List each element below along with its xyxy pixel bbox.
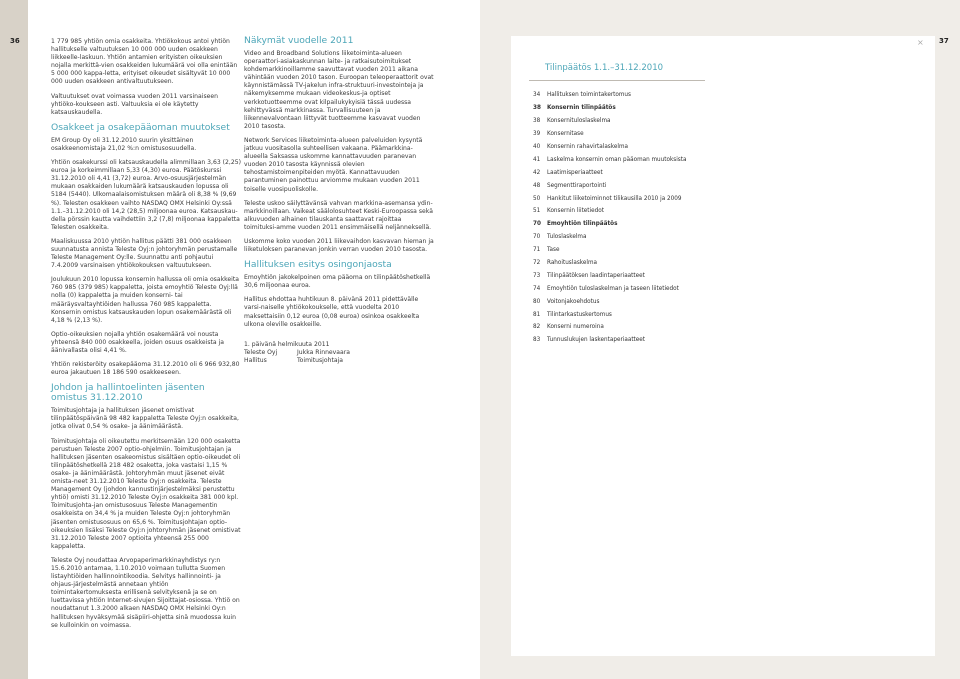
text-column-2 bbox=[244, 36, 434, 355]
toc-page-number: 70 bbox=[533, 221, 541, 228]
paragraph: Video and Broadband Solutions liiketoiminta-alueen operaattori-asiakaskunnan laite- ja ratkaisutoimitukset kohdemarkkinoillamme saavuttavat vuoden 2011 aikana vähintään vuoden 2010 tason. Euroopan teleoperaattorit ovat käynnistämässä TV-jakelun infra-struktuuri-investointeja ja näkemyksemme mukaan videokeskus-ja optiset verkkotuotteemme ovat kilpailukykyisiä tässä uudessa kehittyvässä markkinassa. Turvallisuuteen ja liikennevalvontaan liittyvät tuotteemme kasvavat vuoden 2010 tasosta. bbox=[244, 50, 434, 130]
toc-page-number: 40 bbox=[533, 144, 541, 150]
paragraph: Toimitusjohtaja oli oikeutettu merkitsemään 120 000 osaketta perustuen Teleste 2007 optio-ohjelmiin. Toimitusjohtajan ja hallituksen jäsenten osakeomistus sisältäen optio-oikeudet oli tilinpäätöshetkellä 218 482 osaketta, joka vastaisi 1,15 % osake- ja äänimäärästä. Johtoryhmän muut jäsenet eivät omista-neet 31.12.2010 Teleste Oyj:n osakkeita. Teleste Management Oy (johdon kannustinjärjestelmäksi perustettu yhtiö) omisti 31.12.2010 Teleste Oyj:n osakkeita 381 000 kpl. Toimitusjohta-jan omistusosuus Teleste Managementin osakkeista on 34,4 % ja muiden Teleste Oyj:n johtoryhmän jäsenten omistusosuus on 65,6 %. Toimitusjohtajan optio-oikeuksien lisäksi Teleste Oyj:n johtoryhmän jäsenet omistivat 31.12.2010 Teleste 2007 optioita yhteensä 255 000 kappaletta. bbox=[51, 437, 241, 550]
paragraph: 1 779 985 yhtiön omia osakkeita. Yhtiökokous antoi yhtiön hallitukselle valtuutuksen 10 000 000 uuden osakkeen liikkeelle-laskuun. Yhtiön antamien erityisten oikeuksien nojalla merkittä-vien osakkeiden lukumäärä voi olla enintään 5 000 000 kappa-letta, erityiset oikeudet sisältyvät 10 000 000 uuden osakkeen antivaltuutukseen. bbox=[51, 38, 238, 86]
board-label: Hallitus bbox=[244, 357, 267, 365]
toc-item-label: Emoyhtiön tilinpäätös bbox=[547, 221, 618, 228]
toc-page-number: 38 bbox=[533, 105, 541, 112]
toc-item-label: Konsernituloslaskelma bbox=[547, 118, 611, 125]
toc-page-number: 39 bbox=[533, 131, 541, 138]
toc-item-label: Konsernitase bbox=[547, 131, 584, 138]
toc-item[interactable] bbox=[533, 179, 733, 192]
toc-item[interactable] bbox=[533, 128, 733, 141]
toc-item-label: Laatimisperiaatteet bbox=[547, 169, 603, 176]
toc-item[interactable] bbox=[533, 166, 733, 179]
signature-ceo bbox=[297, 349, 350, 365]
close-icon[interactable]: × bbox=[917, 38, 924, 47]
toc-item-label: Tuloslaskelma bbox=[547, 234, 587, 241]
toc-item[interactable] bbox=[533, 269, 733, 282]
toc-item-label: Tilintarkastuskertomus bbox=[547, 311, 612, 318]
paragraph: Joulukuun 2010 lopussa konsernin hallussa oli omia osakkeita 760 985 (379 985) kappaletta, joista emoyhtiö Teleste Oyj:llä nolla (0) kappaletta ja muiden konserni- tai määräysvaltayhtiöiden hallussa 760 985 kappaletta. Konsernin omistus katsauskauden lopun osakemäärästä oli 4,18 % (2,13 %). bbox=[51, 276, 239, 324]
toc-divider bbox=[529, 80, 705, 81]
toc-item[interactable] bbox=[533, 89, 733, 102]
toc-item[interactable] bbox=[533, 205, 733, 218]
toc-item[interactable] bbox=[533, 321, 733, 334]
company-name: Teleste Oyj bbox=[244, 349, 278, 356]
toc-item-label: Konserni numeroina bbox=[547, 324, 604, 331]
toc-item[interactable] bbox=[533, 218, 733, 231]
toc-item[interactable] bbox=[533, 308, 733, 321]
paragraph: Yhtiön osakekurssi oli katsauskaudella alimmillaan 3,63 (2,25) euroa ja korkeimmillaan 5,33 (4,30) euroa. Päätöskurssi 31.12.2010 oli 4,41 (3,72) euroa. Arvo-osuusjärjestelmän mukaan osakkaiden lukumäärä katsauskauden lopussa oli 5184 (5440). Ulkomaalaisomistuksen määrä oli 8,38 % (9,69 %). Telesten osakkeen vaihto NASDAQ OMX Helsinki Oy:ssä 1.1.–31.12.2010 oli 14,2 (28,5) miljoonaa euroa. Katsauskau-della pörssin kautta vaihdettiin 3,2 (7,8) miljoonaa kappaletta Telesten osakkeita. bbox=[51, 159, 241, 231]
toc-item-label: Hankitut liiketoiminnot tilikausilla 2010 ja 2009 bbox=[547, 195, 682, 202]
toc-item[interactable] bbox=[533, 244, 733, 257]
paragraph: Valtuutukset ovat voimassa vuoden 2011 varsinaiseen yhtiöko-koukseen asti. Valtuuksia ei ole käytetty katsauskaudella. bbox=[51, 92, 218, 116]
ceo-name: Jukka Rinnevaara bbox=[297, 349, 350, 356]
toc-item-label: Segmenttiraportointi bbox=[547, 182, 607, 189]
toc-item[interactable] bbox=[533, 153, 733, 166]
toc-page-number: 51 bbox=[533, 208, 541, 215]
ceo-title: Toimitusjohtaja bbox=[297, 357, 343, 365]
toc-item[interactable] bbox=[533, 231, 733, 244]
toc-page-number: 74 bbox=[533, 285, 541, 292]
date-line: 1. päivänä helmikuuta 2011 bbox=[244, 340, 330, 348]
toc-list bbox=[533, 89, 733, 347]
section-heading: Osakkeet ja osakepääoman muutokset bbox=[51, 121, 230, 133]
toc-page-number: 34 bbox=[533, 92, 541, 99]
toc-page-number: 80 bbox=[533, 298, 541, 305]
paragraph: Maaliskuussa 2010 yhtiön hallitus päätti 381 000 osakkeen suunnatusta annista Teleste Oyj:n johtoryhmän perustamalle Teleste Management Oy:lle. Suunnattu anti pohjautui 7.4.2009 varsinaisen yhtiökokouksen valtuutukseen. bbox=[51, 237, 238, 270]
toc-item-label: Rahoituslaskelma bbox=[547, 260, 597, 267]
toc-item-label: Laskelma konsernin oman pääoman muutoksista bbox=[547, 156, 687, 163]
toc-page-number: 42 bbox=[533, 169, 541, 176]
toc-page-number: 83 bbox=[533, 337, 541, 344]
toc-item[interactable] bbox=[533, 115, 733, 128]
toc-page-number: 41 bbox=[533, 156, 541, 163]
toc-item[interactable] bbox=[533, 282, 733, 295]
paragraph: Emoyhtiön jakokelpoinen oma pääoma on tilinpäätöshetkellä 30,6 miljoonaa euroa. bbox=[244, 274, 431, 290]
toc-page-number: 71 bbox=[533, 247, 541, 254]
toc-item-label: Tilinpäätöksen laadintaperiaatteet bbox=[547, 272, 645, 279]
toc-page-number: 38 bbox=[533, 118, 541, 125]
toc-item-label: Konsernin rahavirtalaskelma bbox=[547, 144, 628, 150]
toc-item[interactable] bbox=[533, 141, 733, 154]
toc-item[interactable] bbox=[533, 192, 733, 205]
toc-page-number: 72 bbox=[533, 260, 541, 267]
toc-item-label: Tunnuslukujen laskentaperiaatteet bbox=[547, 337, 646, 344]
toc-item-label: Konsernin liitetiedot bbox=[547, 208, 604, 215]
section-heading: Johdon ja hallintoelinten jäsenten omistus 31.12.2010 bbox=[51, 382, 205, 404]
paragraph: Uskomme koko vuoden 2011 liikevaihdon kasvavan hieman ja liiketuloksen paranevan jonkin verran vuoden 2010 tasosta. bbox=[244, 237, 434, 254]
toc-item[interactable] bbox=[533, 334, 733, 347]
text-column-1 bbox=[51, 38, 241, 636]
toc-page-number: 73 bbox=[533, 272, 541, 279]
paragraph: Teleste Oyj noudattaa Arvopaperimarkkinayhdistys ry:n 15.6.2010 antamaa, 1.10.2010 voimaan tullutta Suomen listayhtiöiden hallinnointikoodia. Selvitys hallinnointi- ja ohjaus-järjestelmästä annetaan yhtiön toimintakertomuksesta erillisenä selvityksenä ja se on luettavissa yhtiön Internet-sivujen Sijoittajat-osiossa. Yhtiö on noudattanut 1.3.2000 alkaen NASDAQ OMX Helsinki Oy:n hallituksen hyväksymää sisäpiiri-ohjetta sinä muodossa kuin se kulloinkin on voimassa. bbox=[51, 556, 240, 629]
left-page-number: 36 bbox=[10, 37, 20, 45]
paragraph: Yhtiön rekisteröity osakepääoma 31.12.2010 oli 6 966 932,80 euroa jakautuen 18 186 590 osakkeeseen. bbox=[51, 361, 240, 377]
toc-page-number: 81 bbox=[533, 311, 541, 318]
toc-item[interactable] bbox=[533, 102, 733, 115]
toc-page-number: 82 bbox=[533, 324, 541, 331]
toc-item[interactable] bbox=[533, 257, 733, 270]
toc-item-label: Hallituksen toimintakertomus bbox=[547, 92, 631, 99]
paragraph: Toimitusjohtaja ja hallituksen jäsenet omistivat tilinpäätöspäivänä 98 482 kappaletta Teleste Oyj:n osakkeita, jotka olivat 0,54 % osake- ja äänimäärästä. bbox=[51, 407, 239, 431]
paragraph: Network Services liiketoiminta-alueen palveluiden kysyntä jatkuu vuositasolla suhteellisen vakaana. Päämarkkina-alueella Saksassa uskomme kannattavuuden paranevan vuoden 2010 tasosta käynnissä olevien tehostamistoimenpiteiden myötä. Kannattavuuden parantuminen painottuu arviomme mukaan vuoden 2011 toiselle vuosipuoliskolle. bbox=[244, 136, 423, 193]
left-margin-strip bbox=[0, 0, 28, 679]
toc-item[interactable] bbox=[533, 295, 733, 308]
toc-item-label: Konsernin tilinpäätös bbox=[547, 105, 616, 112]
toc-item-label: Tase bbox=[547, 247, 560, 254]
toc-item-label: Emoyhtiön tuloslaskelman ja taseen liitetiedot bbox=[547, 285, 679, 292]
toc-page-number: 70 bbox=[533, 234, 541, 241]
signature-board bbox=[244, 349, 277, 365]
paragraph: Optio-oikeuksien nojalla yhtiön osakemäärä voi nousta yhteensä 840 000 osakkeella, joiden osuus osakkeista ja äänivallasta olisi 4,41 %. bbox=[51, 330, 225, 354]
paragraph: EM Group Oy oli 31.12.2010 suurin yksittäinen osakkeenomistaja 21,02 %:n omistusosuudella. bbox=[51, 136, 197, 152]
section-heading: Hallituksen esitys osingonjaosta bbox=[244, 259, 392, 271]
section-heading: Näkymät vuodelle 2011 bbox=[244, 35, 354, 46]
right-page-number: 37 bbox=[939, 37, 949, 45]
paragraph: Hallitus ehdottaa huhtikuun 8. päivänä 2011 pidettävälle varsi-naiselle yhtiökokoukselle, että vuodelta 2010 maksettaisiin 0,12 euroa (0,08 euroa) osinkoa osakkeelta ulkona oleville osakkeille. bbox=[244, 296, 420, 328]
toc-page-number: 48 bbox=[533, 182, 541, 189]
toc-title: Tilinpäätös 1.1.–31.12.2010 bbox=[545, 63, 664, 73]
paragraph: Teleste uskoo säilyttävänsä vahvan markkina-asemansa ydin-markkinoillaan. Vaikeat säälolosuhteet Keski-Euroopassa sekä alkuvuoden alhainen tilauskanta saattavat rajoittaa toimituksi-amme vuoden 2011 ensimmäisellä neljänneksellä. bbox=[244, 199, 433, 231]
toc-page-number: 50 bbox=[533, 195, 541, 202]
toc-item-label: Voitonjakoehdotus bbox=[547, 298, 600, 305]
